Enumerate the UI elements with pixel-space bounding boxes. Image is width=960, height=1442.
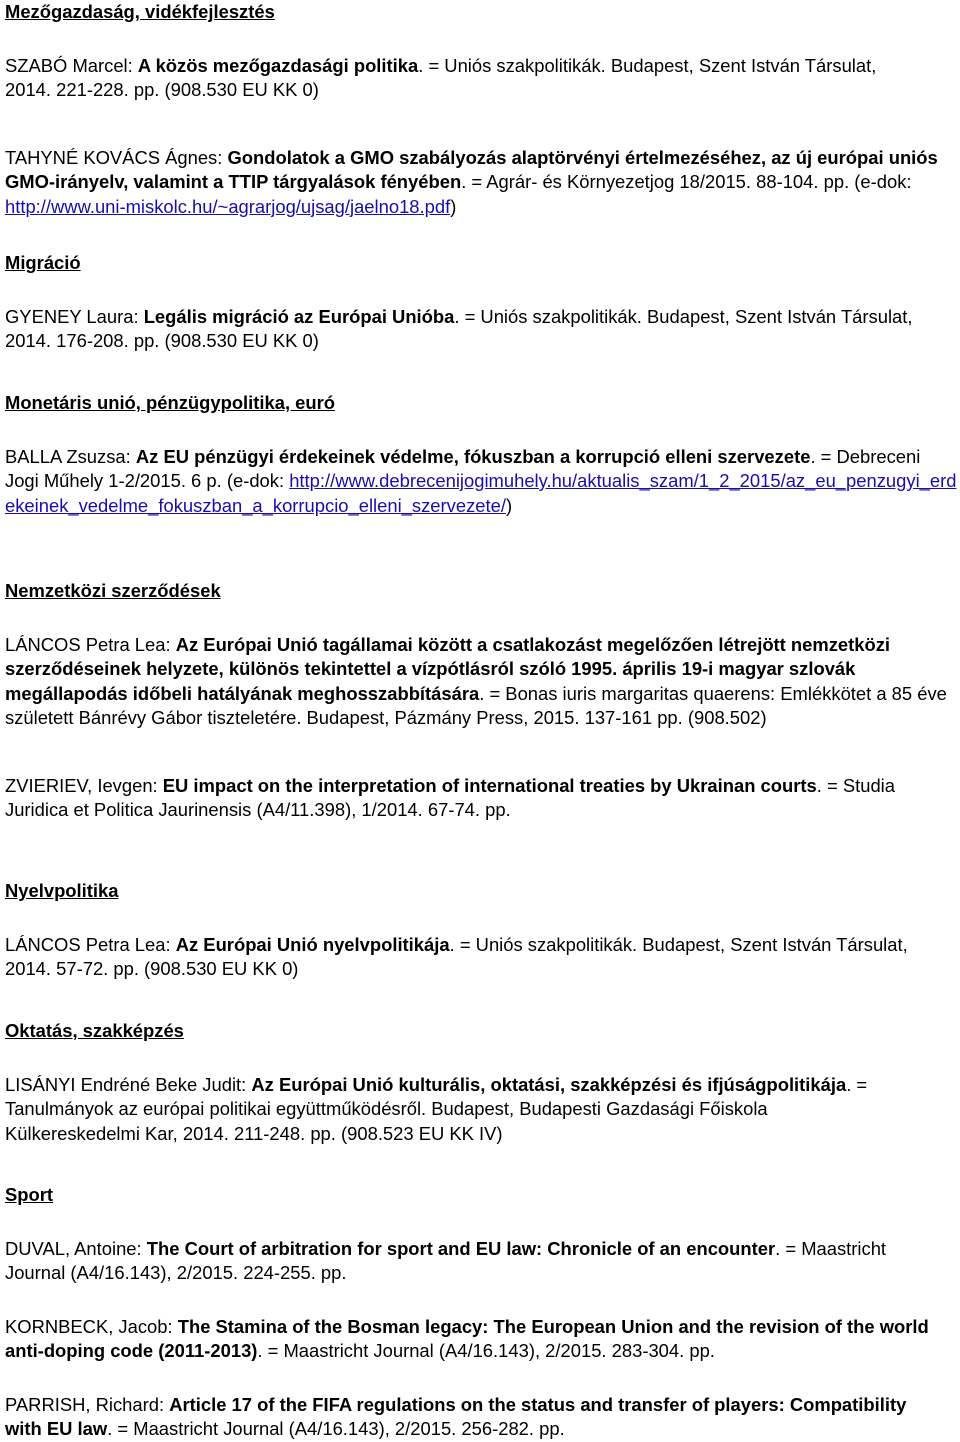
entry-title: The Court of arbitration for sport and EU law: Chronicle of an encounter (146, 1237, 776, 1259)
bibliography-entry (5, 633, 958, 731)
entry-link[interactable]: http://www.uni-miskolc.hu/~agrarjog/ujsag/jaelno18.pdf (5, 195, 451, 217)
entry-link[interactable]: http://www.debrecenijogimuhely.hu/aktualis_szam/1_2_2015/az_eu_penzugyi_erdekeinek_vedelme_fokuszban_a_korrupcio_elleni_szervezete/ (5, 470, 957, 516)
bibliography-entry (5, 774, 958, 823)
entry-title: Az Európai Unió tagállamai között a csatlakozást megelőzően létrejött nemzetközi szerződéseinek helyzete, különös tekintettel a vízpótlásról szóló 1995. április 19-i magyar szlovák megállapodás időbeli hatályának meghosszabbítására (5, 633, 891, 704)
entry-author: TAHYNÉ KOVÁCS Ágnes: (5, 146, 228, 168)
bibliography-entry (5, 305, 958, 354)
entry-title: Gondolatok a GMO szabályozás alaptörvényi értelmezéséhez, az új európai uniós GMO-irányelv, valamint a TTIP tárgyalások fényében (5, 146, 938, 192)
section-language-policy (5, 879, 958, 982)
bibliography-entry (5, 54, 925, 103)
entry-author: PARRISH, Richard: (5, 1393, 170, 1415)
entry-title: Az EU pénzügyi érdekeinek védelme, fókuszban a korrupció elleni szervezete (135, 445, 811, 467)
entry-title: Az Európai Unió nyelvpolitikája (175, 933, 450, 955)
entry-author: DUVAL, Antoine: (5, 1237, 147, 1259)
bibliography-entry (5, 1237, 925, 1286)
section-heading: Sport (5, 1184, 54, 1205)
entry-author: GYENEY Laura: (5, 305, 144, 327)
section-monetary (5, 391, 958, 518)
bibliography-entry (5, 1073, 905, 1147)
entry-source: . = Debreceni Jogi Műhely 1-2/2015. 6 p. (e-dok: (5, 445, 921, 491)
entry-source: . = Bonas iuris margaritas quaerens: Emlékkötet a 85 éve született Bánrévy Gábor tiszteletére. Budapest, Pázmány Press, 2015. 137-161 pp. (908.502) (5, 682, 947, 728)
entry-title: Az Európai Unió kulturális, oktatási, szakképzési és ifjúságpolitikája (251, 1073, 847, 1095)
entry-author: ZVIERIEV, Ievgen: (5, 774, 163, 796)
section-education (5, 1019, 958, 1146)
entry-source: . = Maastricht Journal (A4/16.143), 2/2015. 224-255. pp. (5, 1237, 887, 1283)
section-treaties (5, 579, 958, 823)
entry-title: The Stamina of the Bosman legacy: The European Union and the revision of the world anti-doping code (2011-2013) (5, 1315, 929, 1361)
entry-source: . = Maastricht Journal (A4/16.143), 2/2015. 256-282. pp. (107, 1418, 565, 1439)
bibliography-entry (5, 146, 945, 220)
entry-title: Article 17 of the FIFA regulations on the status and transfer of players: Compatibility with EU law (5, 1393, 907, 1439)
section-agriculture (5, 0, 958, 219)
section-heading: Oktatás, szakképzés (5, 1020, 184, 1041)
entry-tail: ) (505, 494, 513, 516)
section-heading: Migráció (5, 252, 81, 273)
entry-author: SZABÓ Marcel: (5, 54, 138, 76)
entry-author: KORNBECK, Jacob: (5, 1315, 178, 1337)
entry-source: . = Uniós szakpolitikák. Budapest, Szent István Társulat, 2014. 176-208. pp. (908.530 EU KK 0) (5, 305, 913, 351)
entry-tail: ) (450, 195, 457, 217)
bibliography-entry (5, 933, 958, 982)
section-heading: Monetáris unió, pénzügypolitika, euró (5, 392, 336, 413)
section-heading: Mezőgazdaság, vidékfejlesztés (5, 1, 275, 22)
bibliography-entry (5, 1315, 950, 1364)
entry-author: LÁNCOS Petra Lea: (5, 933, 176, 955)
entry-source: . = Agrár- és Környezetjog 18/2015. 88-104. pp. (e-dok: (461, 171, 912, 192)
entry-author: LISÁNYI Endréné Beke Judit: (5, 1073, 252, 1095)
section-sport (5, 1183, 958, 1442)
entry-source: . = Tanulmányok az európai politikai együttműködésről. Budapest, Budapesti Gazdasági Főiskola Külkereskedelmi Kar, 2014. 211-248. pp. (908.523 EU KK IV) (5, 1073, 868, 1144)
entry-source: . = Maastricht Journal (A4/16.143), 2/2015. 283-304. pp. (257, 1340, 715, 1361)
entry-title: Legális migráció az Európai Unióba (143, 305, 455, 327)
entry-title: A közös mezőgazdasági politika (137, 54, 419, 76)
section-heading: Nyelvpolitika (5, 880, 119, 901)
entry-source: . = Uniós szakpolitikák. Budapest, Szent István Társulat, 2014. 57-72. pp. (908.530 EU KK 0) (5, 933, 908, 979)
entry-source: . = Studia Juridica et Politica Jaurinensis (A4/11.398), 1/2014. 67-74. pp. (5, 774, 895, 820)
entry-author: LÁNCOS Petra Lea: (5, 633, 176, 655)
entry-author: BALLA Zsuzsa: (5, 445, 136, 467)
bibliography-entry (5, 445, 958, 519)
bibliography-entry (5, 1393, 925, 1442)
section-heading: Nemzetközi szerződések (5, 580, 221, 601)
entry-title: EU impact on the interpretation of international treaties by Ukrainan courts (162, 774, 817, 796)
section-migration (5, 251, 958, 354)
entry-source: . = Uniós szakpolitikák. Budapest, Szent István Társulat, 2014. 221-228. pp. (908.530 EU KK 0) (5, 54, 877, 100)
